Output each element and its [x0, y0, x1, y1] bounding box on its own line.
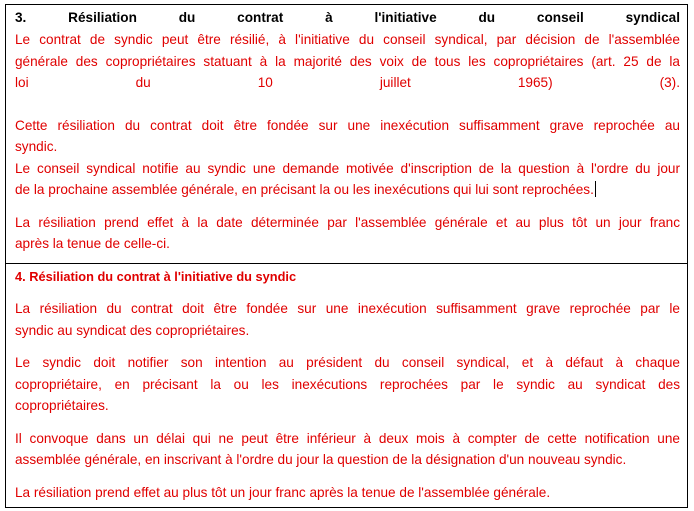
section-4-box [5, 263, 688, 508]
section-3-title-text: 3. Résiliation du contrat à l'initiative du conseil syndical [15, 10, 680, 25]
section-4-para-4-line-1: La résiliation prend effet au plus tôt un jour franc après la tenue de l'assemblée générale. [15, 485, 551, 500]
section-3-para-1-line-3: loi du 10 juillet 1965) (3). [15, 75, 680, 90]
section-3-para-3-line-1: Le conseil syndical notifie au syndic une demande motivée d'inscription de la question à l'ordre du jour [15, 161, 680, 176]
section-3-para-4-line-2: après la tenue de celle-ci. [15, 236, 170, 251]
section-3-para-2-line-1: Cette résiliation du contrat doit être fondée sur une inexécution suffisamment grave reprochée au [15, 118, 680, 133]
section-3-para-4-line-1: La résiliation prend effet à la date déterminée par l'assemblée générale et au plus tôt un jour franc [15, 215, 680, 230]
section-3-para-3-line-2[interactable] [15, 179, 680, 201]
text-cursor [595, 181, 596, 197]
section-3-para-1-line-1: Le contrat de syndic peut être résilié, à l'initiative du conseil syndical, par décision de l'assemblée [15, 32, 680, 47]
section-4-para-3-line-2: assemblée générale, en inscrivant à l'ordre du jour la question de la désignation d'un nouveau syndic. [15, 452, 627, 467]
section-4-para-3-line-1: Il convoque dans un délai qui ne peut être inférieur à deux mois à compter de cette notification une [15, 431, 680, 446]
section-4-para-1-line-1: La résiliation du contrat doit être fondée sur une inexécution suffisamment grave reprochée par le [15, 301, 680, 316]
section-4-title: 4. Résiliation du contrat à l'initiative du syndic [15, 269, 297, 284]
section-4-para-2-line-2: copropriétaire, en précisant la ou les inexécutions reprochées par le syndic au syndicat des [15, 377, 680, 392]
section-3-para-2-line-2: syndic. [15, 139, 58, 154]
section-3-title [15, 7, 680, 29]
section-4-para-2-line-1: Le syndic doit notifier son intention au président du conseil syndical, et à défaut à chaque [15, 355, 680, 370]
section-3-para-1-line-2: générale des copropriétaires statuant à la majorité des voix de tous les copropriétaires (art. 25 de la [15, 54, 680, 69]
section-3-box [5, 4, 688, 264]
section-3-para-3-line-2-text: de la prochaine assemblée générale, en précisant la ou les inexécutions qui lui sont reprochées. [15, 182, 594, 197]
section-4-para-1-line-2: syndic au syndicat des copropriétaires. [15, 323, 250, 338]
section-4-para-2-line-3: copropriétaires. [15, 398, 109, 413]
